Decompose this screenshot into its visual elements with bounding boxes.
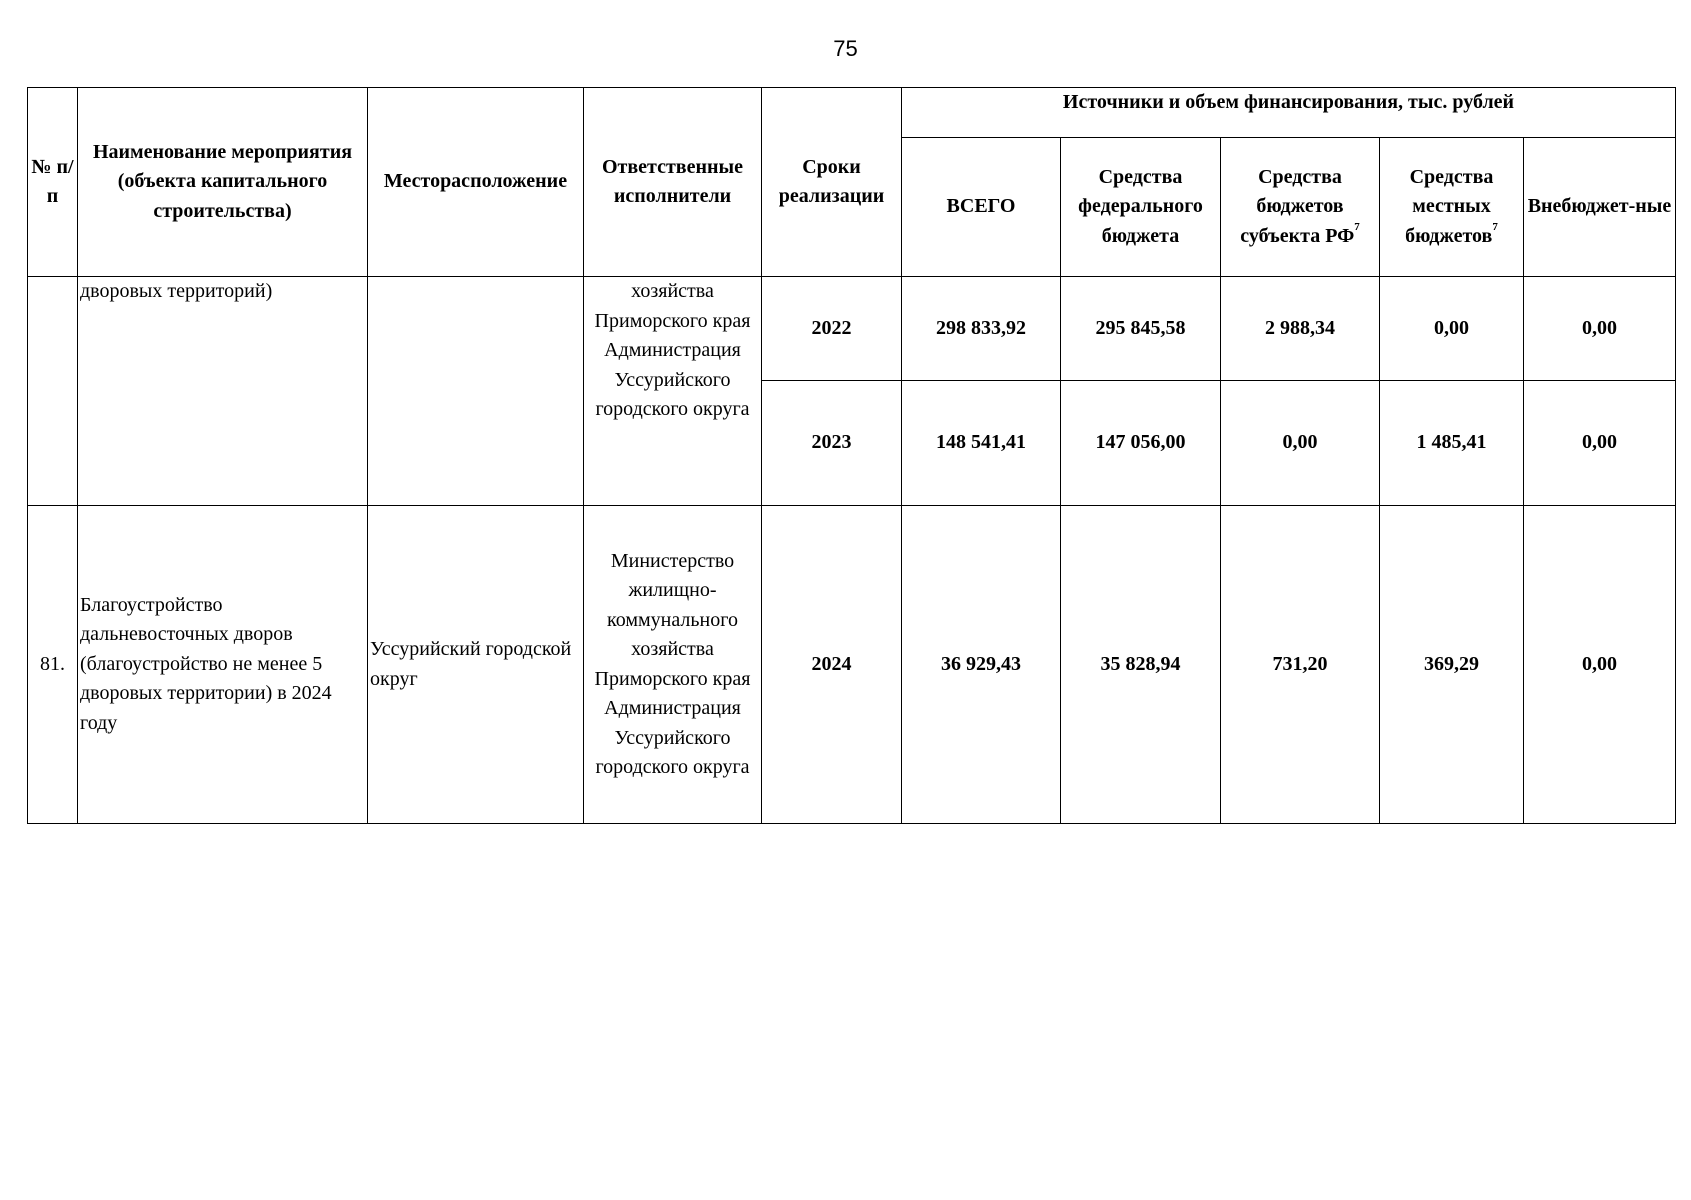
- table-row: [28, 277, 1676, 381]
- header-local-footnote: 7: [1492, 221, 1498, 234]
- header-num: № п/п: [28, 88, 78, 277]
- header-federal: Средства федерального бюджета: [1061, 138, 1221, 277]
- header-name: Наименование мероприятия (объекта капитального строительства): [78, 88, 368, 277]
- header-extrabudget: Внебюджет-ные: [1524, 138, 1676, 277]
- header-location: Месторасположение: [368, 88, 584, 277]
- regional-2023: 0,00: [1221, 381, 1380, 506]
- continued-num: [28, 277, 78, 506]
- header-local-label: Средства местных бюджетов: [1405, 165, 1494, 247]
- header-total: ВСЕГО: [902, 138, 1061, 277]
- extrabudget-2022: 0,00: [1524, 277, 1676, 381]
- funding-table: [27, 87, 1676, 824]
- header-local: [1380, 138, 1524, 277]
- federal-2023: 147 056,00: [1061, 381, 1221, 506]
- continued-responsible: хозяйства Приморского края Администрация Уссурийского городского округа: [584, 277, 762, 506]
- regional-2022: 2 988,34: [1221, 277, 1380, 381]
- header-funding-group: Источники и объем финансирования, тыс. рублей: [902, 88, 1676, 138]
- continued-location: [368, 277, 584, 506]
- local-2023: 1 485,41: [1380, 381, 1524, 506]
- row-81-extrabudget: 0,00: [1524, 506, 1676, 824]
- page-number: 75: [833, 36, 858, 61]
- row-81-name: Благоустройство дальневосточных дворов (благоустройство не менее 5 дворовых территории) в 2024 году: [78, 506, 368, 824]
- header-regional-footnote: 7: [1354, 221, 1360, 234]
- table-row: [28, 506, 1676, 824]
- header-regional: [1221, 138, 1380, 277]
- header-responsible: Ответственные исполнители: [584, 88, 762, 277]
- total-2023: 148 541,41: [902, 381, 1061, 506]
- row-81-total: 36 929,43: [902, 506, 1061, 824]
- row-81-num: 81.: [28, 506, 78, 824]
- row-81-location: Уссурийский городской округ: [368, 506, 584, 824]
- year-2022: 2022: [762, 277, 902, 381]
- row-81-year: 2024: [762, 506, 902, 824]
- year-2023: 2023: [762, 381, 902, 506]
- total-2022: 298 833,92: [902, 277, 1061, 381]
- row-81-responsible: Министерство жилищно-коммунального хозяйства Приморского края Администрация Уссурийского городского округа: [584, 506, 762, 824]
- header-period: Сроки реализации: [762, 88, 902, 277]
- federal-2022: 295 845,58: [1061, 277, 1221, 381]
- row-81-regional: 731,20: [1221, 506, 1380, 824]
- header-regional-label: Средства бюджетов субъекта РФ: [1240, 165, 1355, 247]
- continued-name: дворовых территорий): [78, 277, 368, 506]
- row-81-local: 369,29: [1380, 506, 1524, 824]
- local-2022: 0,00: [1380, 277, 1524, 381]
- extrabudget-2023: 0,00: [1524, 381, 1676, 506]
- row-81-federal: 35 828,94: [1061, 506, 1221, 824]
